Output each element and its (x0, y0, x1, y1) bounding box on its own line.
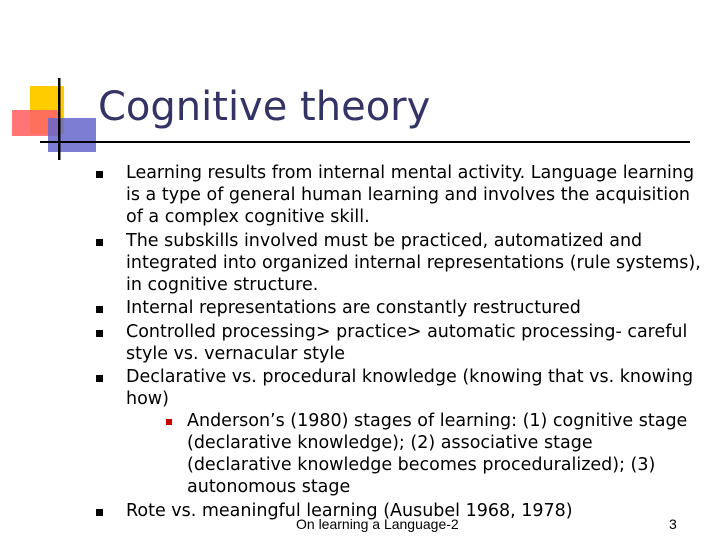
bullet-text: Rote vs. meaningful learning (Ausubel 1968, 1978) (126, 500, 573, 521)
sub-bullet-item (155, 410, 701, 498)
red-square-bullet-icon (166, 419, 172, 425)
footer-text: On learning a Language-2 (296, 516, 459, 532)
sub-bullet-list (126, 410, 701, 498)
square-bullet-icon (96, 239, 103, 246)
bullet-item (96, 230, 701, 296)
bullet-text: The subskills involved must be practiced, automatized and integrated into organized internal representations (rule systems), in cognitive structure. (126, 230, 701, 295)
bullet-item (96, 366, 701, 498)
bullet-list (96, 162, 701, 523)
slide-title: Cognitive theory (98, 84, 431, 130)
bullet-item (96, 321, 701, 365)
bullet-text: Controlled processing> practice> automatic processing- careful style vs. vernacular style (126, 321, 688, 364)
bullet-text: Internal representations are constantly restructured (126, 298, 581, 318)
bullet-item (96, 297, 701, 319)
sub-bullet-text: Anderson’s (1980) stages of learning: (1) cognitive stage (declarative knowledge); (2) associative stage (declarative knowledge becomes proceduralized); (3) autonomous stage (187, 411, 688, 497)
bullet-item (96, 162, 701, 228)
square-bullet-icon (96, 375, 103, 382)
square-bullet-icon (96, 306, 103, 313)
square-bullet-icon (96, 330, 103, 337)
bullet-text: Learning results from internal mental activity. Language learning is a type of general human learning and involves the acquisition of a complex cognitive skill. (126, 163, 695, 227)
page-number: 3 (669, 516, 677, 532)
template-logo-graphic (0, 0, 110, 170)
square-bullet-icon (96, 509, 103, 516)
title-underline (40, 141, 690, 143)
square-bullet-icon (96, 171, 103, 178)
bullet-text: Declarative vs. procedural knowledge (knowing that vs. knowing how) (126, 367, 694, 409)
